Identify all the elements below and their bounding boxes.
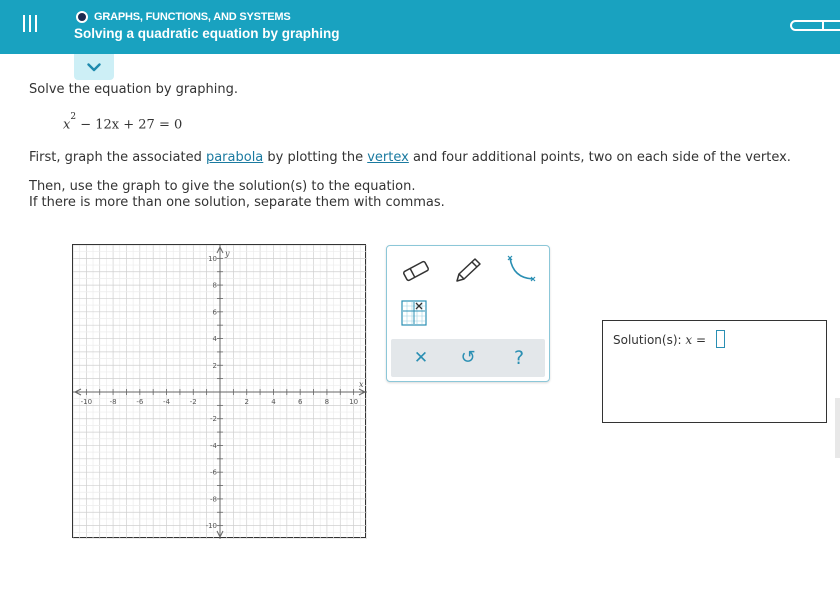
y-axis-label: y (225, 249, 230, 258)
instruction-line (29, 150, 791, 165)
parabola-link[interactable]: parabola (205, 150, 264, 165)
section-label: GRAPHS, FUNCTIONS, AND SYSTEMS (94, 11, 291, 23)
y-tick-label: -4 (210, 441, 217, 450)
x-tick-label: -4 (163, 398, 171, 406)
graph-tool-palette (386, 245, 550, 382)
eraser-icon[interactable] (401, 260, 431, 286)
x-tick-label: -10 (80, 398, 93, 406)
x-tick-label: 8 (324, 398, 330, 406)
chevron-down-icon (87, 63, 101, 72)
y-tick-label: 2 (212, 361, 217, 370)
answer-variable: x (685, 333, 693, 347)
expand-toggle-button[interactable] (74, 54, 114, 80)
graph-points-icon[interactable] (401, 300, 427, 326)
answer-panel (602, 320, 827, 423)
x-axis-label: x (359, 380, 364, 389)
y-tick-label: -2 (210, 415, 217, 424)
instruction-line-3: If there is more than one solution, separate them with commas. (29, 195, 445, 210)
answer-equals: = (692, 333, 707, 347)
instruction-text-1: First, graph the associated (29, 150, 206, 165)
topic-status-icon (76, 11, 88, 23)
help-button[interactable]: ? (513, 347, 525, 369)
x-tick-label: -2 (189, 398, 197, 406)
x-tick-label: -6 (136, 398, 144, 406)
instruction-text-3: and four additional points, two on each side of the vertex. (408, 150, 791, 165)
answer-label (613, 333, 706, 347)
undo-button[interactable]: ↺ (460, 347, 476, 368)
equation-rest: − 12x + 27 = 0 (80, 117, 183, 133)
y-tick-label: 4 (212, 335, 217, 344)
progress-icon[interactable] (790, 20, 840, 31)
vertex-link[interactable]: vertex (367, 150, 409, 165)
y-tick-label: 8 (212, 281, 217, 290)
coordinate-plane[interactable] (73, 245, 367, 539)
answer-label-text: Solution(s): (613, 333, 686, 347)
section-heading (76, 10, 291, 24)
problem-prompt: Solve the equation by graphing. (29, 82, 238, 97)
equation (63, 112, 183, 133)
y-tick-label: 6 (212, 308, 217, 317)
clear-button[interactable]: ✕ (413, 348, 429, 368)
x-tick-label: -8 (109, 398, 117, 406)
x-tick-label: 6 (297, 398, 303, 406)
pencil-icon[interactable] (453, 256, 483, 288)
solution-input[interactable] (716, 330, 725, 348)
menu-icon[interactable] (19, 15, 41, 35)
progress-segment (822, 20, 824, 31)
y-tick-label: -6 (210, 468, 217, 477)
y-tick-label: 10 (208, 254, 217, 263)
x-tick-label: 2 (244, 398, 249, 406)
instruction-text-2: by plotting the (263, 150, 368, 165)
scrollbar-edge[interactable] (835, 398, 840, 458)
tool-action-bar (391, 339, 545, 377)
x-tick-label: 10 (349, 398, 359, 406)
x-tick-label: 4 (271, 398, 276, 406)
y-tick-label: -10 (205, 522, 217, 531)
y-tick-label: -8 (210, 495, 217, 504)
equation-exponent: 2 (70, 112, 77, 122)
top-bar (0, 0, 840, 54)
graph-canvas[interactable] (72, 244, 366, 538)
topic-title: Solving a quadratic equation by graphing (74, 26, 340, 41)
equation-variable: x (63, 117, 71, 133)
parabola-tool-icon[interactable] (505, 254, 539, 288)
instruction-line-2: Then, use the graph to give the solution(s) to the equation. (29, 179, 416, 194)
